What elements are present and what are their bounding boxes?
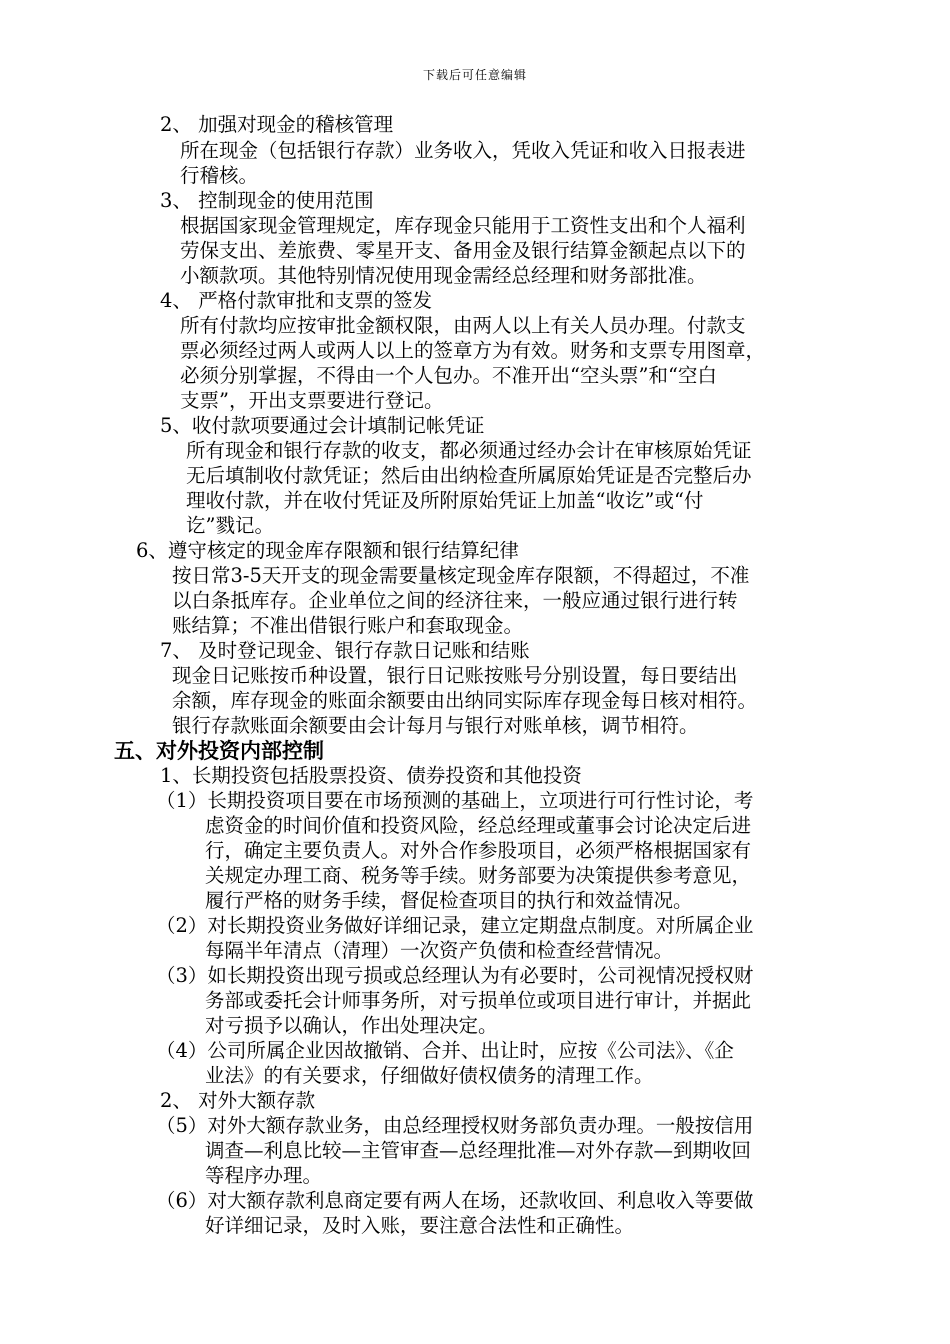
paragraph-line: 票必须经过两人或两人以上的签章方为有效。财务和支票专用图章， [180,339,766,362]
paragraph-line: 银行存款账面余额要由会计每月与银行对账单核，调节相符。 [172,714,699,737]
paragraph-line: 讫”戮记。 [186,514,274,537]
heading-3: 3、 控制现金的使用范围 [160,189,374,212]
paragraph-line: 务部或委托会计师事务所，对亏损单位或项目进行审计，并据此 [205,989,752,1012]
list-item-3: （3）如长期投资出现亏损或总经理认为有必要时，公司视情况授权财 [156,964,754,987]
paragraph-line: 所在现金（包括银行存款）业务收入，凭收入凭证和收入日报表进 [180,139,746,162]
paragraph-line: 调查—利息比较—主管审查—总经理批准—对外存款—到期收回 [205,1139,752,1162]
list-item-6: （6）对大额存款利息商定要有两人在场，还款收回、利息收入等要做 [156,1189,754,1212]
paragraph-line: 以白条抵库存。企业单位之间的经济往来，一般应通过银行进行转 [172,589,738,612]
heading-7: 7、 及时登记现金、银行存款日记账和结账 [160,639,530,662]
paragraph-line: 业法》的有关要求，仔细做好债权债务的清理工作。 [205,1064,654,1087]
heading-5: 5、收付款项要通过会计填制记帐凭证 [160,414,485,437]
paragraph-line: 必须分别掌握，不得由一个人包办。不准开出“空头票”和“空白 [180,364,717,387]
heading-6: 6、遵守核定的现金库存限额和银行结算纪律 [136,539,519,562]
paragraph-line: 等程序办理。 [205,1164,323,1187]
list-item-5: （5）对外大额存款业务，由总经理授权财务部负责办理。一般按信用 [156,1114,754,1137]
page-header: 下载后可任意编辑 [422,68,527,82]
paragraph-line: 现金日记账按币种设置，银行日记账按账号分别设置，每日要结出 [172,664,738,687]
subheading-1: 1、长期投资包括股票投资、债券投资和其他投资 [160,764,582,787]
paragraph-line: 行稽核。 [180,164,259,187]
paragraph-line: 所有现金和银行存款的收支，都必须通过经办会计在审核原始凭证 [186,439,752,462]
paragraph-line: 理收付款，并在收付凭证及所附原始凭证上加盖“收讫”或“付 [186,489,704,512]
paragraph-line: 小额款项。其他特别情况使用现金需经总经理和财务部批准。 [180,264,707,287]
paragraph-line: 对亏损予以确认，作出处理决定。 [205,1014,498,1037]
paragraph-line: 关规定办理工商、税务等手续。财务部要为决策提供参考意见， [205,864,752,887]
heading-2: 2、 加强对现金的稽核管理 [160,113,394,136]
paragraph-line: 履行严格的财务手续，督促检查项目的执行和效益情况。 [205,889,693,912]
paragraph-line: 按日常3-5天开支的现金需要量核定现金库存限额，不得超过，不准 [172,564,750,587]
paragraph-line: 好详细记录，及时入账，要注意合法性和正确性。 [205,1214,635,1237]
paragraph-line: 虑资金的时间价值和投资风险，经总经理或董事会讨论决定后进 [205,814,752,837]
paragraph-line: 余额，库存现金的账面余额要由出纳同实际库存现金每日核对相符。 [172,689,758,712]
subheading-2: 2、 对外大额存款 [160,1089,316,1112]
paragraph-line: 账结算；不准出借银行账户和套取现金。 [172,614,524,637]
paragraph-line: 根据国家现金管理规定，库存现金只能用于工资性支出和个人福利 [180,214,746,237]
list-item-2: （2）对长期投资业务做好详细记录，建立定期盘点制度。对所属企业 [156,914,754,937]
paragraph-line: 所有付款均应按审批金额权限，由两人以上有关人员办理。付款支 [180,314,746,337]
paragraph-line: 支票”，开出支票要进行登记。 [180,389,444,412]
paragraph-line: 每隔半年清点（清理）一次资产负债和检查经营情况。 [205,939,674,962]
section-heading: 五、对外投资内部控制 [114,738,324,763]
list-item-1: （1）长期投资项目要在市场预测的基础上，立项进行可行性讨论，考 [156,789,754,812]
paragraph-line: 行，确定主要负责人。对外合作参股项目，必须严格根据国家有 [205,839,752,862]
heading-4: 4、 严格付款审批和支票的签发 [160,289,433,312]
paragraph-line: 无后填制收付款凭证；然后由出纳检查所属原始凭证是否完整后办 [186,464,752,487]
paragraph-line: 劳保支出、差旅费、零星开支、备用金及银行结算金额起点以下的 [180,239,746,262]
list-item-4: （4）公司所属企业因故撤销、合并、出让时，应按《公司法》、《企 [156,1039,734,1062]
